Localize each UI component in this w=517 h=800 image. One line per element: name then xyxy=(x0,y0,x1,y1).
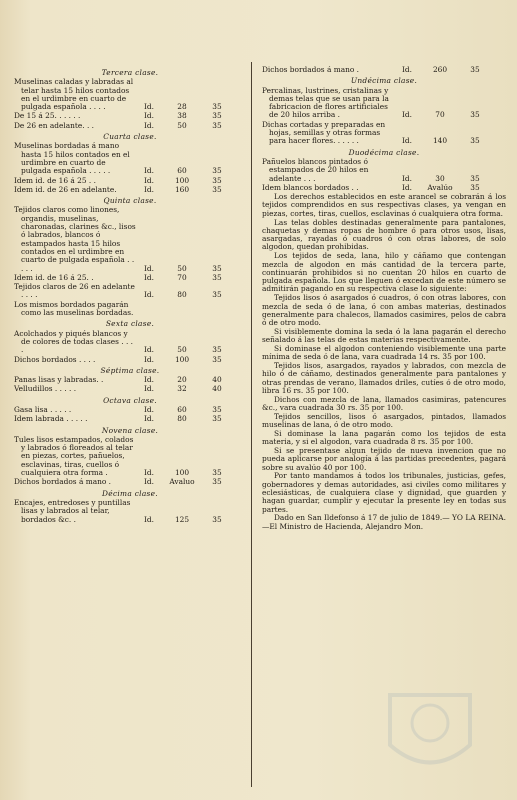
left-tariff-row xyxy=(14,499,246,524)
duty-value: 30 xyxy=(435,173,445,183)
item-description: Tejidos claros como linones, organdis, muselinas, charonadas, clarines &c., lisos ó labrados, blancos ó estampados hasta 15 hilos contados en el urdimbre en cuarto de pulgada española . . . . . xyxy=(14,205,136,273)
unit-reference: Id. xyxy=(402,173,412,183)
item-description: Panas lisas y labradas. . xyxy=(14,375,104,385)
left-tariff-row xyxy=(14,177,246,185)
left-tariff-row xyxy=(14,415,246,423)
percent-value: 35 xyxy=(212,175,222,185)
unit-reference: Id. xyxy=(144,290,154,300)
right-paragraph: Tejidos sencillos, lisos ó asargados, pintados, llamados muselinas de lana, ó de otro modo. xyxy=(262,411,506,430)
unit-reference: Id. xyxy=(144,354,154,364)
percent-value: 35 xyxy=(212,404,222,414)
item-description: Dichas cortadas y preparadas en hojas, semillas y otras formas para hacer flores. . . . . . xyxy=(262,119,386,146)
right-section-heading: Undécima clase. xyxy=(350,76,418,86)
unit-reference: Id. xyxy=(402,110,412,120)
unit-reference: Id. xyxy=(144,514,154,524)
item-description: Pañuelos blancos pintados ó estampados de 20 hilos en adelante . . . xyxy=(262,156,369,183)
right-column xyxy=(262,66,506,532)
left-section-heading: Novena clase. xyxy=(101,425,159,435)
percent-value: 35 xyxy=(212,166,222,176)
left-tariff-row xyxy=(14,122,246,130)
duty-value: Avaluo xyxy=(169,477,195,487)
unit-reference: Id. xyxy=(144,468,154,478)
percent-value: 35 xyxy=(212,290,222,300)
left-tariff-row xyxy=(14,436,246,477)
right-paragraph: Dichos con mezcla de lana, llamados casimiras, patencures &c., vara cuadrada 30 rs. 35 por 100. xyxy=(262,394,506,413)
unit-reference: Id. xyxy=(402,136,412,146)
percent-value: 35 xyxy=(212,184,222,194)
left-tariff-row xyxy=(14,112,246,120)
duty-value: 125 xyxy=(174,514,190,524)
duty-value: 38 xyxy=(177,111,187,121)
percent-value: 35 xyxy=(212,345,222,355)
duty-value: 100 xyxy=(174,175,190,185)
item-description: Idem id. de 16 á 25 . . xyxy=(14,175,96,185)
percent-value: 35 xyxy=(470,65,480,74)
unit-reference: Id. xyxy=(144,102,154,112)
item-description: Idem blancos bordados . . xyxy=(262,182,359,192)
percent-value: 35 xyxy=(212,272,222,282)
right-section-heading: Duodécima clase. xyxy=(348,147,420,157)
left-tariff-row xyxy=(14,406,246,414)
unit-reference: Id. xyxy=(144,175,154,185)
unit-reference: Id. xyxy=(144,263,154,273)
item-description: Idem id. de 16 á 25. . xyxy=(14,272,94,282)
right-tariff-row xyxy=(262,184,506,192)
left-tariff-row xyxy=(14,478,246,486)
left-tariff-row xyxy=(14,283,246,300)
right-paragraph: Tejidos lisos, asargados, rayados y labrados, con mezcla de hilo ó de cáñamo, destinados generalmente para pantalones y otras prendas de verano, llamados driles, cutíes ó de otro modo, libra 16 rs. 35 por 100. xyxy=(262,361,506,395)
percent-value: 35 xyxy=(212,111,222,121)
left-section-heading: Séptima clase. xyxy=(100,365,160,375)
duty-value: 32 xyxy=(177,384,187,394)
duty-value: 60 xyxy=(177,404,187,414)
right-paragraph: Los derechos establecidos en este arancel se cobrarán á los tejidos comprendidos en sus respectivas clases, ya vengan en piezas, cortes, tiras, cuellos, esclavinas ó cualquiera otra forma. xyxy=(262,192,506,218)
duty-value: 260 xyxy=(432,65,448,74)
left-tariff-row xyxy=(14,356,246,364)
right-paragraph: Las telas dobles destinadas generalmente para pantalones, chaquetas y demas ropas de hombre ó para otros usos, lisas, asargadas, rayadas ó cuadros ó con otras labores, de solo algodon, quedan prohibidas. xyxy=(262,217,506,252)
unit-reference: Id. xyxy=(144,384,154,394)
left-tariff-row xyxy=(14,142,246,175)
duty-value: 80 xyxy=(177,414,187,424)
left-section-heading: Décima clase. xyxy=(102,488,158,498)
right-tariff-row xyxy=(262,158,506,183)
right-paragraph: Si dominase el algodon conteniendo visiblemente una parte mínima de seda ó de lana, vara cuadrada 14 rs. 35 por 100. xyxy=(262,344,506,362)
percent-value: 35 xyxy=(470,110,480,120)
duty-value: 50 xyxy=(177,120,187,130)
percent-value: 35 xyxy=(212,477,222,487)
percent-value: 35 xyxy=(212,120,222,130)
percent-value: 35 xyxy=(212,354,222,364)
item-description: De 26 en adelante. . . xyxy=(14,120,95,130)
duty-value: Avalúo xyxy=(427,182,453,192)
column-divider xyxy=(251,62,252,787)
item-description: Acolchados y piqués blancos y de colores de todas clases . . . . xyxy=(14,328,134,355)
left-section-heading: Octava clase. xyxy=(103,395,157,405)
percent-value: 35 xyxy=(470,173,480,183)
item-description: Velludillos . . . . . xyxy=(14,384,77,394)
right-paragraph: Los tejidos de seda, lana, hilo y cáñamo que contengan mezcla de algodon en más cantidad de la tercera parte, continuarán prohibidos si no cuentan 20 hilos en cuarto de pulgada española. Los que lleguen ó excedan de este número se admitirán pagando en su respectiva clase lo siguiente: xyxy=(262,251,506,294)
right-paragraph: Si dominase la lana pagarán como los tejidos de esta materia, y si el algodon, vara cuadrada 8 rs. 35 por 100. xyxy=(262,428,506,447)
percent-value: 35 xyxy=(212,102,222,112)
percent-value: 35 xyxy=(212,263,222,273)
duty-value: 140 xyxy=(432,136,448,146)
item-description: Muselinas caladas y labradas al telar hasta 15 hilos contados en el urdimbre en cuarto de pulgada española . . . . xyxy=(14,77,134,112)
unit-reference: Id. xyxy=(144,120,154,130)
unit-reference: Id. xyxy=(144,414,154,424)
unit-reference: Id. xyxy=(144,166,154,176)
item-description: Gasa lisa . . . . . xyxy=(14,404,72,414)
unit-reference: Id. xyxy=(144,375,154,385)
item-description: Dichos bordados á mano . xyxy=(14,477,112,487)
percent-value: 35 xyxy=(212,414,222,424)
right-paragraph: Si visiblemente domina la seda ó la lana pagarán el derecho señalado á las telas de estas materias respectivamente. xyxy=(262,326,506,345)
item-description: Tejidos claros de 26 en adelante . . . . xyxy=(14,282,135,300)
duty-value: 28 xyxy=(177,102,187,112)
left-column xyxy=(14,66,246,525)
percent-value: 35 xyxy=(470,136,480,146)
item-description: Idem labrada . . . . . xyxy=(14,414,88,424)
right-paragraph: Por tanto mandamos á todos los tribunales, justicias, gefes, gobernadores y demas autoridades, asi civiles como militares y eclesiásticas, de cualquiera clase y dignidad, que guarden y hagan guardar, cumplir y ejecutar la presente ley en todas sus partes. xyxy=(262,471,506,514)
item-description: Muselinas bordadas á mano hasta 15 hilos contados en el urdimbre en cuarto de pulgada española . . . . . xyxy=(14,141,130,176)
duty-value: 100 xyxy=(174,354,190,364)
percent-value: 40 xyxy=(212,375,222,385)
item-description: Dichos bordados á mano . xyxy=(262,65,360,74)
duty-value: 70 xyxy=(435,110,445,120)
item-description: Idem id. de 26 en adelante. xyxy=(14,184,117,194)
duty-value: 70 xyxy=(177,272,187,282)
duty-value: 60 xyxy=(177,166,187,176)
right-tariff-row xyxy=(262,121,506,146)
left-tariff-row xyxy=(14,301,246,318)
right-tariff-row xyxy=(262,87,506,120)
percent-value: 35 xyxy=(212,468,222,478)
duty-value: 20 xyxy=(177,375,187,385)
left-section-heading: Cuarta clase. xyxy=(103,132,157,142)
left-section-heading: Quinta clase. xyxy=(103,196,157,206)
duty-value: 160 xyxy=(174,184,190,194)
duty-value: 80 xyxy=(177,290,187,300)
left-section-heading: Sexta clase. xyxy=(105,319,155,329)
item-description: Dichos bordados . . . . xyxy=(14,354,96,364)
item-description: De 15 á 25. . . . . . xyxy=(14,111,81,121)
item-description: Los mismos bordados pagarán como las muselinas bordadas. xyxy=(14,299,134,318)
left-tariff-row xyxy=(14,78,246,111)
unit-reference: Id. xyxy=(402,65,412,74)
unit-reference: Id. xyxy=(144,272,154,282)
watermark-stamp-icon xyxy=(370,675,490,785)
duty-value: 50 xyxy=(177,263,187,273)
right-paragraph: Tejidos lisos ó asargados ó cuadros, ó con otras labores, con mezcla de seda ó de lana, ó con ambas materias, destinados generalmente para chalecos, llamados casimires, pelos de cabra ó de otro modo. xyxy=(262,293,506,328)
unit-reference: Id. xyxy=(144,111,154,121)
unit-reference: Id. xyxy=(144,345,154,355)
percent-value: 35 xyxy=(470,182,480,192)
percent-value: 40 xyxy=(212,384,222,394)
left-tariff-row xyxy=(14,385,246,393)
left-tariff-row xyxy=(14,186,246,194)
right-paragraph: Si se presentase algun tejido de nueva invencion que no pueda aplicarse por analogía á las partidas precedentes, pagará sobre su avalúo 40 por 100. xyxy=(262,446,506,472)
item-description: Percalinas, lustrines, cristalinas y demas telas que se usan para la fabricacion de flores artificiales de 20 hilos arriba . xyxy=(262,85,389,120)
unit-reference: Id. xyxy=(144,404,154,414)
unit-reference: Id. xyxy=(402,182,412,192)
right-paragraph: Dado en San Ildefonso á 17 de julio de 1849.— YO LA REINA.—El Ministro de Hacienda, Alejandro Mon. xyxy=(262,513,506,531)
unit-reference: Id. xyxy=(144,184,154,194)
item-description: Tules lisos estampados, colados y labrados ó floreados al telar en piezas, cortes, pañuelos, esclavinas, tiras, cuellos ó cualquiera otra forma . xyxy=(14,434,134,478)
unit-reference: Id. xyxy=(144,477,154,487)
left-tariff-row xyxy=(14,330,246,355)
duty-value: 100 xyxy=(174,468,190,478)
right-tariff-row xyxy=(262,66,506,74)
item-description: Encajes, entredoses y puntillas lisas y labrados al telar, bordados &c. . xyxy=(14,497,131,524)
duty-value: 50 xyxy=(177,345,187,355)
left-tariff-row xyxy=(14,206,246,272)
left-tariff-row xyxy=(14,274,246,282)
left-section-heading: Tercera clase. xyxy=(101,68,159,77)
left-tariff-row xyxy=(14,376,246,384)
percent-value: 35 xyxy=(212,514,222,524)
